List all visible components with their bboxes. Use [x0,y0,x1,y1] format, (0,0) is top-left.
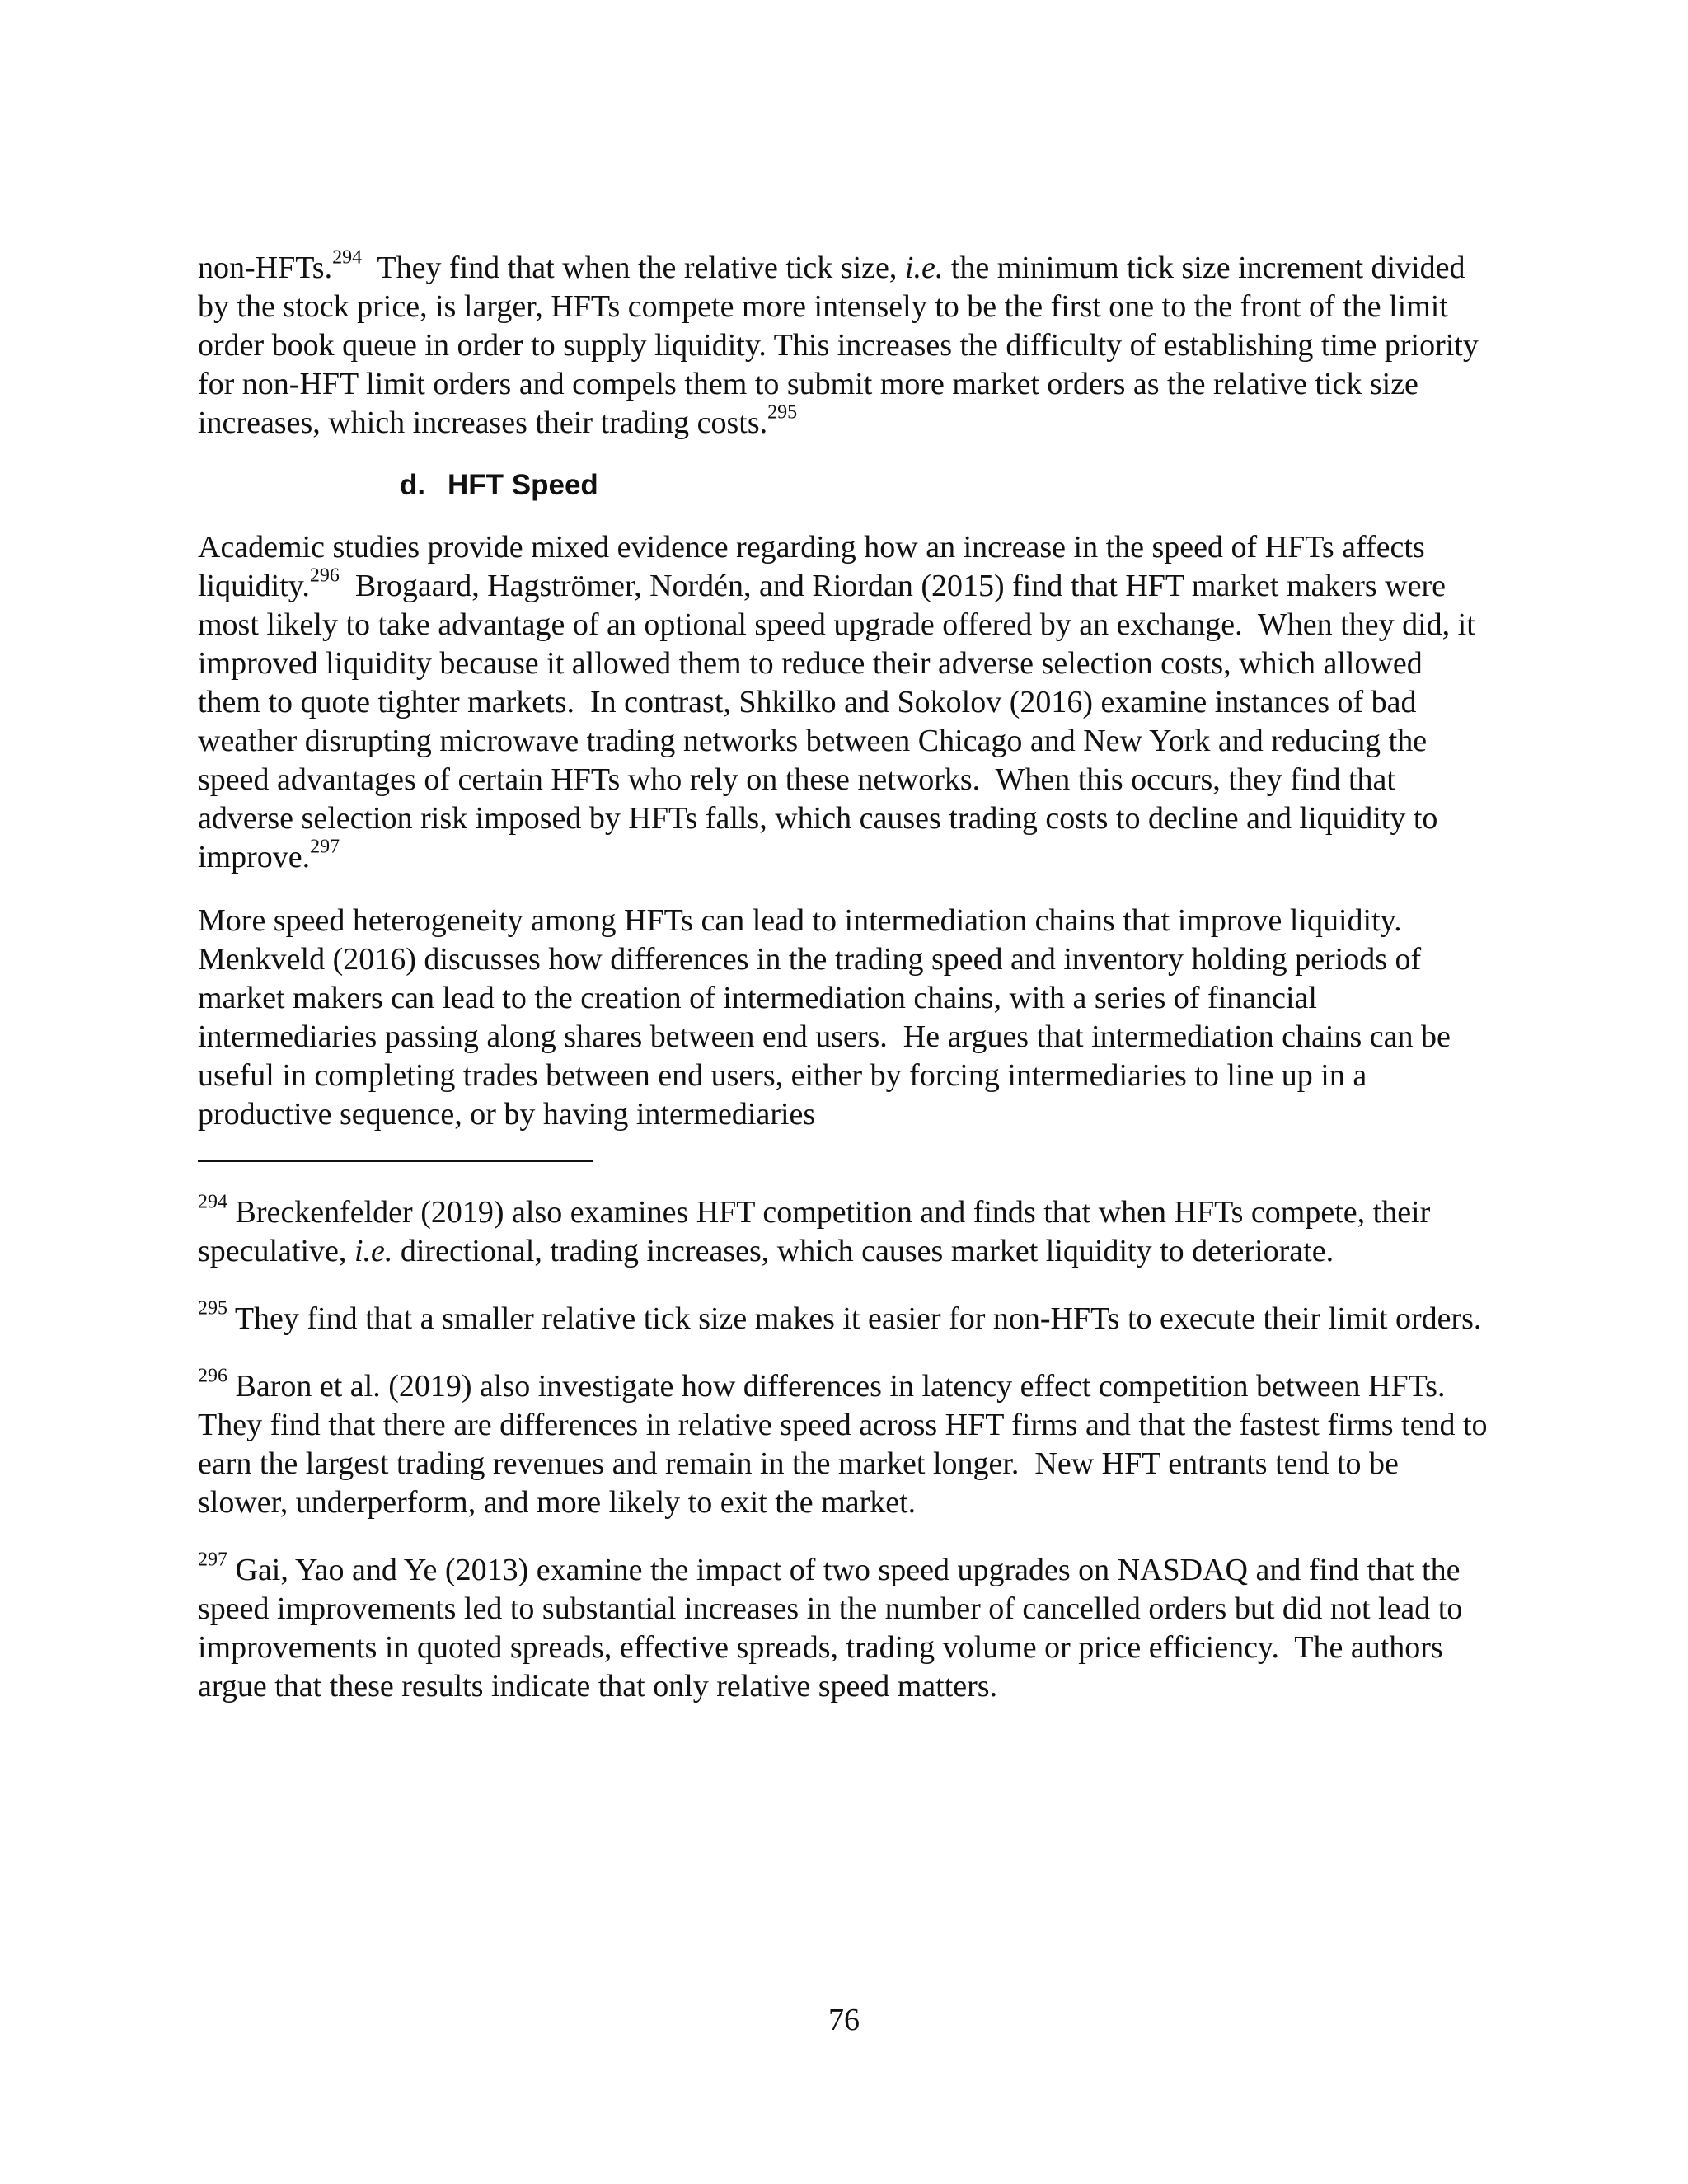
footnote-text: Gai, Yao and Ye (2013) examine the impact of two speed upgrades on NASDAQ and find that the speed improvements led to substantial increases in the number of cancelled orders but did not lead to improvements in quoted spreads, effective spreads, trading volume or price efficiency. The authors argue that these results indicate that only relative speed matters. [198,1553,1470,1704]
footnote-296 [198,1365,1496,1522]
section-number: d. [400,469,426,501]
footnote-295 [198,1297,1492,1338]
section-heading [400,462,1492,509]
paragraph-text: Brogaard, Hagströmer, Nordén, and Riordan (2015) find that HFT market makers were most likely to take advantage of an optional speed upgrade offered by an exchange. When they did, it improved liquidity because it allowed them to reduce their adverse selection costs, which allowed them to quote tighter markets. In contrast, Shkilko and Sokolov (2016) examine instances of bad weather disrupting microwave trading networks between Chicago and New York and reducing the speed advantages of certain HFTs who rely on these networks. When this occurs, they find that adverse selection risk imposed by HFTs falls, which causes trading costs to decline and liquidity to improve. [198,569,1484,874]
paragraph-hft-speed [198,528,1492,877]
footnote-ref-296[interactable]: 296 [309,565,340,587]
paragraph-text: the minimum tick size increment divided by the stock price, is larger, HFTs compete more intensely to be the first one to the front of the limit order book queue in order to supply liquidity. This increases the difficulty of establishing time priority for non-HFT limit orders and compels them to submit more market orders as the relative tick size increases, which increases their trading costs. [198,251,1479,440]
footnote-294 [198,1193,1492,1271]
footnote-297 [198,1551,1492,1706]
footnote-divider [198,1160,593,1162]
paragraph-text: They find that when the relative tick size, [362,251,905,285]
page-content [198,246,1496,1706]
footnote-number: 296 [198,1365,227,1387]
italic-text: i.e. [354,1234,393,1268]
paragraph-tick-size [198,246,1492,443]
paragraph-intermediation: More speed heterogeneity among HFTs can lead to intermediation chains that improve liquidity. Menkveld (2016) discusses how differences in the trading speed and inventory holding periods of market makers can lead to the creation of intermediation chains, with a series of financial intermediaries passing along shares between end users. He argues that intermediation chains can be useful in completing trades between end users, either by forcing intermediaries to line up in a productive sequence, or by having intermediaries [198,903,1459,1132]
footnote-text: They find that a smaller relative tick size makes it easier for non-HFTs to execute their limit orders. [227,1301,1482,1336]
page-number: 76 [828,2003,860,2037]
footnote-text: Baron et al. (2019) also investigate how differences in latency effect competition between HFTs. They find that there are differences in relative speed across HFT firms and that the fastest firms tend to earn the largest trading revenues and remain in the market longer. New HFT entrants tend to be slower, underperform, and more likely to exit the market. [198,1369,1496,1520]
paragraph-text: Academic studies provide mixed evidence regarding how an increase in the speed of HFTs affects liquidity. [198,530,1425,603]
footnote-number: 294 [198,1191,227,1213]
footnote-ref-294[interactable]: 294 [332,246,363,269]
footnote-text: directional, trading increases, which causes market liquidity to deteriorate. [392,1234,1334,1268]
footnote-ref-295[interactable]: 295 [767,401,798,424]
paragraph-text: non-HFTs. [198,251,333,285]
section-title: HFT Speed [448,469,598,501]
footnote-number: 297 [198,1549,227,1571]
footnote-text: Breckenfelder (2019) also examines HFT competition and finds that when HFTs compete, their speculative, [198,1195,1431,1268]
footnote-ref-297[interactable]: 297 [310,836,340,858]
footnote-number: 295 [198,1297,227,1319]
italic-text: i.e. [904,251,944,285]
